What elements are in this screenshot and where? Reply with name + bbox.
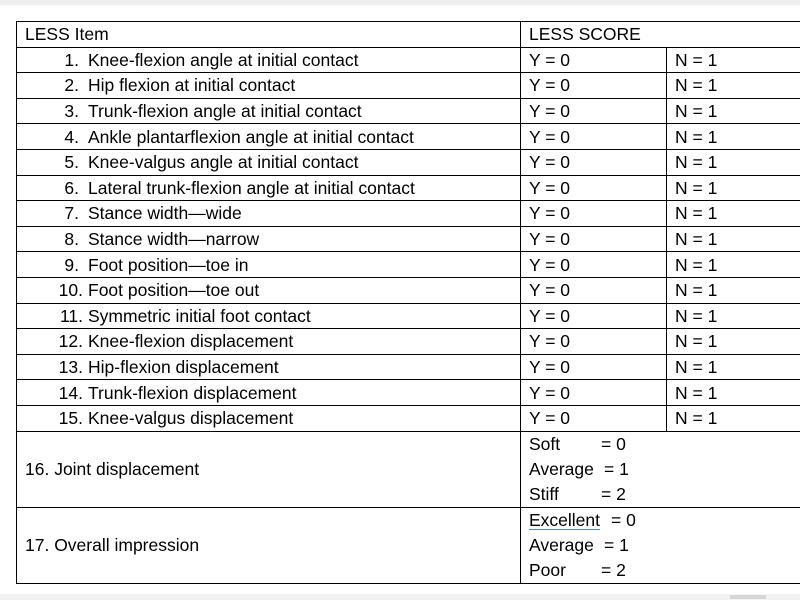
joint-displacement-options <box>521 431 800 507</box>
option-value: = 1 <box>604 458 629 479</box>
score-no-cell: N = 1 <box>667 252 800 278</box>
less-scoring-table <box>16 21 800 584</box>
item-label: Knee-flexion displacement <box>88 331 294 352</box>
score-no-cell: N = 1 <box>667 226 800 252</box>
header-less-score: LESS SCORE <box>521 22 800 48</box>
score-yes-cell: Y = 0 <box>521 354 667 380</box>
item-label: Stance width—wide <box>88 203 242 224</box>
table-row <box>17 303 800 329</box>
item-label: Knee-valgus displacement <box>88 408 294 429</box>
score-no-cell: N = 1 <box>667 303 800 329</box>
header-less-item: LESS Item <box>17 22 521 48</box>
item-label: Hip-flexion displacement <box>88 357 279 378</box>
table-row <box>17 354 800 380</box>
overall-impression-label: 17. Overall impression <box>17 507 521 583</box>
score-no-cell: N = 1 <box>667 380 800 406</box>
score-no-cell: N = 1 <box>667 175 800 201</box>
item-label: Symmetric initial foot contact <box>88 305 311 326</box>
score-yes-cell: Y = 0 <box>521 277 667 303</box>
score-yes-cell: Y = 0 <box>521 175 667 201</box>
top-window-edge <box>0 0 800 5</box>
score-yes-cell: Y = 0 <box>521 252 667 278</box>
item-cell <box>17 175 521 201</box>
score-yes-cell: Y = 0 <box>521 73 667 99</box>
item-label: Stance width—narrow <box>88 229 260 250</box>
item-cell <box>17 98 521 124</box>
item-number: 1. <box>64 49 79 70</box>
item-label: Hip flexion at initial contact <box>88 75 296 96</box>
option-name: Stiff <box>529 483 559 504</box>
option-value: = 2 <box>601 559 626 580</box>
table-row <box>17 175 800 201</box>
option-name: Soft <box>529 433 561 454</box>
score-no-cell: N = 1 <box>667 47 800 73</box>
item-number: 12. <box>58 331 83 352</box>
item-label: Trunk-flexion displacement <box>88 382 297 403</box>
item-number: 3. <box>64 101 79 122</box>
table-row <box>17 226 800 252</box>
item-cell <box>17 380 521 406</box>
table-row <box>17 149 800 175</box>
score-yes-cell: Y = 0 <box>521 201 667 227</box>
score-no-cell: N = 1 <box>667 405 800 431</box>
item-number: 7. <box>64 203 79 224</box>
item-number: 9. <box>64 254 79 275</box>
item-number: 6. <box>64 177 79 198</box>
item-label: Foot position—toe out <box>88 280 260 301</box>
item-cell <box>17 73 521 99</box>
option-line <box>529 432 800 457</box>
item-number: 13. <box>58 357 83 378</box>
item-number: 8. <box>64 229 79 250</box>
option-value: = 0 <box>611 509 636 530</box>
table-row <box>17 252 800 278</box>
item-cell <box>17 277 521 303</box>
option-line <box>529 457 800 482</box>
overall-impression-options <box>521 507 800 583</box>
item-cell <box>17 226 521 252</box>
table-row <box>17 201 800 227</box>
item-cell <box>17 329 521 355</box>
item-cell <box>17 201 521 227</box>
bottom-window-edge <box>0 594 800 600</box>
option-name: Average <box>529 534 594 555</box>
table-row <box>17 124 800 150</box>
option-name: Average <box>529 458 594 479</box>
score-no-cell: N = 1 <box>667 73 800 99</box>
option-line <box>529 558 800 583</box>
score-yes-cell: Y = 0 <box>521 98 667 124</box>
table-row <box>17 47 800 73</box>
score-yes-cell: Y = 0 <box>521 149 667 175</box>
score-yes-cell: Y = 0 <box>521 47 667 73</box>
item-label: Trunk-flexion angle at initial contact <box>88 101 362 122</box>
item-number: 2. <box>64 75 79 96</box>
option-line <box>529 508 800 533</box>
joint-displacement-row <box>17 431 800 507</box>
option-value: = 2 <box>601 483 626 504</box>
item-number: 11. <box>59 305 83 326</box>
option-name: Poor <box>529 559 566 580</box>
table-row <box>17 277 800 303</box>
item-number: 10. <box>58 280 83 301</box>
item-cell <box>17 149 521 175</box>
score-no-cell: N = 1 <box>667 329 800 355</box>
table-row <box>17 405 800 431</box>
item-cell <box>17 47 521 73</box>
item-cell <box>17 124 521 150</box>
table-row <box>17 73 800 99</box>
table-row <box>17 329 800 355</box>
item-cell <box>17 303 521 329</box>
score-yes-cell: Y = 0 <box>521 226 667 252</box>
option-value: = 0 <box>601 433 626 454</box>
item-number: 14. <box>58 382 83 403</box>
item-label: Ankle plantarflexion angle at initial contact <box>88 126 414 147</box>
table-header-row <box>17 22 800 48</box>
score-no-cell: N = 1 <box>667 98 800 124</box>
item-label: Knee-flexion angle at initial contact <box>88 49 359 70</box>
item-cell <box>17 252 521 278</box>
score-no-cell: N = 1 <box>667 277 800 303</box>
item-cell <box>17 405 521 431</box>
item-number: 15. <box>58 408 83 429</box>
overall-impression-row <box>17 507 800 583</box>
item-number: 5. <box>64 152 79 173</box>
item-number: 4. <box>64 126 79 147</box>
table-row <box>17 380 800 406</box>
option-line <box>529 533 800 558</box>
joint-displacement-label: 16. Joint displacement <box>17 431 521 507</box>
score-yes-cell: Y = 0 <box>521 329 667 355</box>
score-yes-cell: Y = 0 <box>521 380 667 406</box>
option-line <box>529 482 800 507</box>
score-yes-cell: Y = 0 <box>521 405 667 431</box>
item-label: Foot position—toe in <box>88 254 249 275</box>
score-no-cell: N = 1 <box>667 124 800 150</box>
scroll-indicator <box>730 595 766 599</box>
option-name: Excellent <box>529 509 601 530</box>
option-value: = 1 <box>604 534 629 555</box>
score-no-cell: N = 1 <box>667 149 800 175</box>
item-label: Lateral trunk-flexion angle at initial contact <box>88 177 415 198</box>
score-yes-cell: Y = 0 <box>521 124 667 150</box>
item-cell <box>17 354 521 380</box>
score-no-cell: N = 1 <box>667 354 800 380</box>
item-label: Knee-valgus angle at initial contact <box>88 152 359 173</box>
score-no-cell: N = 1 <box>667 201 800 227</box>
score-yes-cell: Y = 0 <box>521 303 667 329</box>
table-row <box>17 98 800 124</box>
